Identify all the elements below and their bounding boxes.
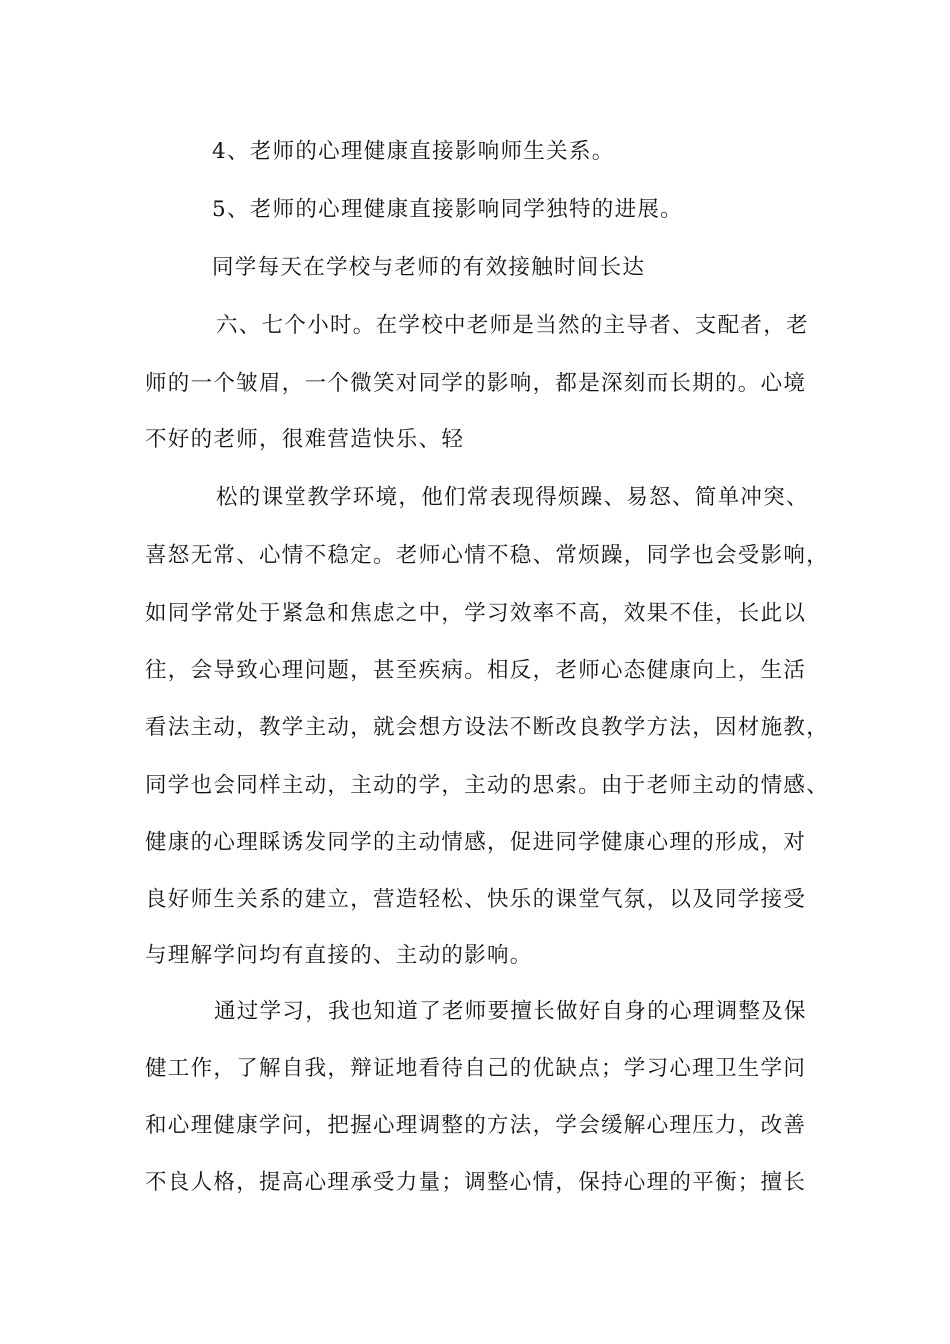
text-line: 与理解学问均有直接的、主动的影响。 (145, 943, 533, 968)
text-line: 师的一个皱眉，一个微笑对同学的影响，都是深刻而长期的。心境 (145, 371, 807, 396)
text-line: 同学也会同样主动，主动的学，主动的思索。由于老师主动的情感、 (145, 773, 830, 798)
text-line: 六、七个小时。在学校中老师是当然的主导者、支配者，老 (216, 313, 809, 338)
text-line: 喜怒无常、心情不稳定。老师心情不稳、常烦躁，同学也会受影响， (145, 543, 830, 568)
text-line: 良好师生关系的建立，营造轻松、快乐的课堂气氛，以及同学接受 (145, 887, 807, 912)
text-line: 健工作，了解自我，辩证地看待自己的优缺点；学习心理卫生学问 (145, 1056, 807, 1081)
text-line: 健康的心理睬诱发同学的主动情感，促进同学健康心理的形成，对 (145, 830, 807, 855)
text-line: 往，会导致心理问题，甚至疾病。相反，老师心态健康向上，生活 (145, 658, 807, 683)
text-line: 看法主动，教学主动，就会想方设法不断改良教学方法，因材施教， (145, 715, 830, 740)
text-line: 和心理健康学问，把握心理调整的方法，学会缓解心理压力，改善 (145, 1113, 807, 1138)
text-line: 松的课堂教学环境，他们常表现得烦躁、易怒、简单冲突、 (216, 485, 809, 510)
text-line: 通过学习，我也知道了老师要擅长做好自身的心理调整及保 (214, 999, 807, 1024)
text-line: 不良人格，提高心理承受力量；调整心情，保持心理的平衡；擅长 (145, 1170, 807, 1195)
text-line: 如同学常处于紧急和焦虑之中，学习效率不高，效果不佳，长此以 (145, 601, 807, 626)
text-line: 同学每天在学校与老师的有效接触时间长达 (212, 255, 646, 280)
text-line: 不好的老师，很难营造快乐、轻 (145, 427, 465, 452)
text-line: 5、老师的心理健康直接影响同学独特的进展。 (212, 197, 683, 222)
text-line: 4、老师的心理健康直接影响师生关系。 (212, 139, 615, 164)
